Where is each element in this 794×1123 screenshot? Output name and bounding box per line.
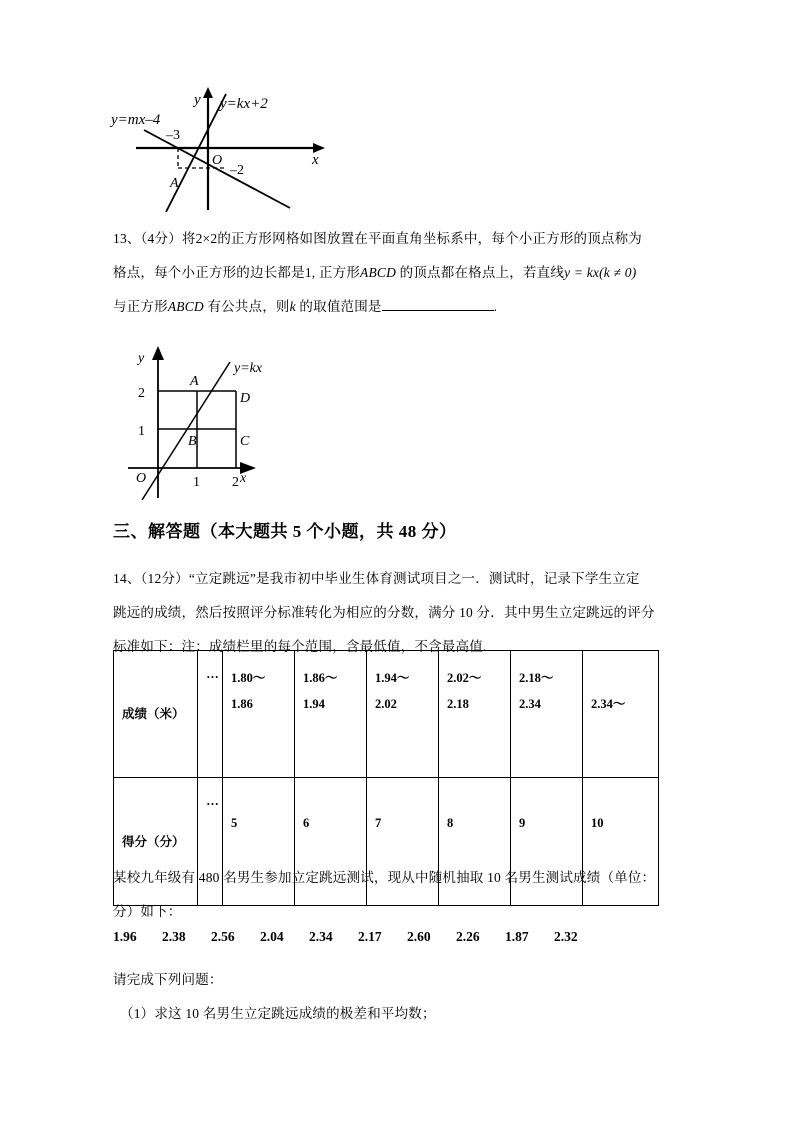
table-cell-range-2 <box>367 651 439 778</box>
q13-line2-c: 正方形 <box>318 265 361 280</box>
range-low-0: 1.80～ <box>231 671 266 685</box>
sample-value-2: 2.56 <box>211 929 235 944</box>
range-low-1: 1.86～ <box>303 671 338 685</box>
figure1-label-right-line: y=kx+2 <box>220 96 268 112</box>
table-cell-score-3: 8 <box>439 778 511 906</box>
q13-line3 <box>113 290 497 324</box>
figure2-origin-label: O <box>136 471 147 486</box>
figure1-origin-label: O <box>212 153 223 168</box>
sample-value-9: 2.32 <box>554 929 578 944</box>
figure2-tick-y1: 1 <box>138 424 145 439</box>
figure2-axis-x-label: x <box>240 471 247 486</box>
sample-value-3: 2.04 <box>260 929 284 944</box>
sample-value-4: 2.34 <box>309 929 333 944</box>
q14-line1: 14、（12分）“立定跳远”是我市初中毕业生体育测试项目之一．测试时，记录下学生立定 <box>113 571 640 586</box>
q14-line2: 跳远的成绩，然后按照评分标准转化为相应的分数，满分 10 分．其中男生立定跳远的评分 <box>113 605 655 620</box>
q14-para1-line2: 分）如下： <box>113 904 182 919</box>
sample-value-6: 2.60 <box>407 929 431 944</box>
table-cell-score-4: 9 <box>511 778 583 906</box>
table-cell-range-5 <box>583 651 659 778</box>
figure2-tick-y2: 2 <box>138 386 145 401</box>
sample-data-list <box>113 929 603 945</box>
table-cell-score-2: 7 <box>367 778 439 906</box>
table-cell-range-4 <box>511 651 583 778</box>
sample-value-8: 1.87 <box>505 929 529 944</box>
table-cell-ellipsis-distance: … <box>198 651 223 778</box>
table-cell-range-3 <box>439 651 511 778</box>
table-cell-range-0 <box>223 651 295 778</box>
q14-sub-question-1: （1）求这 10 名男生立定跳远成绩的极差和平均数； <box>120 1006 436 1021</box>
figure1-tick-y-label: –2 <box>230 163 244 178</box>
q13-line1: 13、（4分）将2×2的正方形网格如图放置在平面直角坐标系中，每个小正方形的顶点称为 <box>113 231 643 246</box>
sample-value-7: 2.26 <box>456 929 480 944</box>
sample-value-5: 2.17 <box>358 929 382 944</box>
table-cell-ellipsis-score: … <box>198 778 223 906</box>
table-rowheader-score: 得分（分） <box>114 778 198 906</box>
sample-value-0: 1.96 <box>113 929 137 944</box>
figure1-axis-y-label: y <box>194 92 201 108</box>
range-high-1: 1.94 <box>303 697 325 711</box>
q13-line2-abcd: ABCD <box>360 265 397 280</box>
q13-line3-e: 的取值范围是 <box>299 299 382 314</box>
sample-value-1: 2.38 <box>162 929 186 944</box>
answer-blank-q13[interactable] <box>382 297 494 311</box>
table-row-distance <box>114 651 659 778</box>
range-low-5: 2.34～ <box>591 697 626 711</box>
table-rowheader-distance: 成绩（米） <box>114 651 198 778</box>
table-cell-range-1 <box>295 651 367 778</box>
figure2-vertex-a: A <box>190 374 199 389</box>
range-low-2: 1.94～ <box>375 671 410 685</box>
q13-line2-equation: y = kx(k ≠ 0) <box>564 265 637 280</box>
range-high-3: 2.18 <box>447 697 469 711</box>
figure1-label-left-line: y=mx–4 <box>111 112 161 128</box>
q13-line2-e: 的顶点都在格点上，若直线 <box>399 265 565 280</box>
range-low-4: 2.18～ <box>519 671 554 685</box>
q13-line2 <box>113 256 636 290</box>
table-cell-score-1: 6 <box>295 778 367 906</box>
range-high-0: 1.86 <box>231 697 253 711</box>
q14-para1-line1: 某校九年级有 480 名男生参加立定跳远测试，现从中随机抽取 10 名男生测试成绩（单位： <box>113 870 656 885</box>
q13-line3-abcd: ABCD <box>167 299 204 314</box>
range-low-3: 2.02～ <box>447 671 482 685</box>
figure1-tick-x-label: –3 <box>166 128 180 143</box>
figure1-axis-x-label: x <box>312 152 319 168</box>
q13-line3-period: . <box>493 299 498 314</box>
figure2-svg <box>120 330 400 500</box>
q13-line3-c: 有公共点，则 <box>207 299 290 314</box>
figure2-vertex-b: B <box>188 434 197 449</box>
figure-square-grid <box>120 330 400 500</box>
figure2-vertex-c: C <box>240 434 250 449</box>
table-cell-score-0: 5 <box>223 778 295 906</box>
figure1-point-a-label: A <box>170 176 179 191</box>
range-high-2: 2.02 <box>375 697 397 711</box>
figure2-line-label: y=kx <box>234 361 263 376</box>
q13-line2-a: 格点，每个小正方形的边长都是 <box>113 265 305 280</box>
table-cell-score-5: 10 <box>583 778 659 906</box>
figure-linear-functions <box>108 82 428 212</box>
q13-line2-b: 1, <box>304 265 316 280</box>
figure2-vertex-d: D <box>240 391 251 406</box>
figure1-svg <box>108 82 428 212</box>
q13-line3-a: 与正方形 <box>113 299 168 314</box>
q14-prompt: 请完成下列问题： <box>113 972 223 987</box>
section-heading-3: 三、解答题（本大题共 5 个小题，共 48 分） <box>113 522 457 541</box>
range-high-4: 2.34 <box>519 697 541 711</box>
figure2-tick-x1: 1 <box>193 475 200 490</box>
figure2-tick-x2: 2 <box>232 475 239 490</box>
q14-line3: 标准如下：注：成绩栏里的每个范围，含最低值，不含最高值. <box>113 639 487 654</box>
figure2-axis-y-label: y <box>138 351 145 366</box>
q13-line3-k: k <box>289 299 296 314</box>
